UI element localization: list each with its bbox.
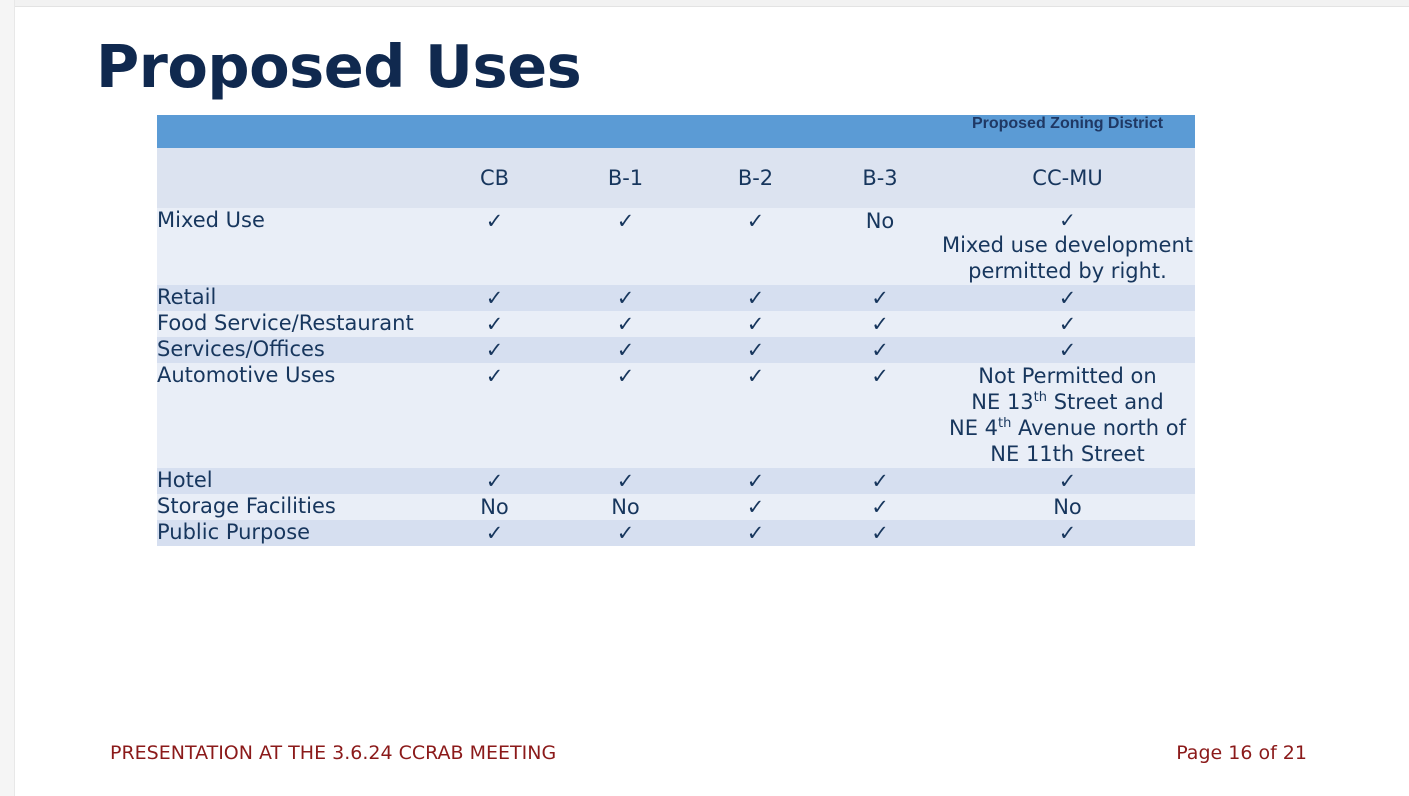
proposed-uses-table xyxy=(157,115,1195,546)
cell-b1: ✓ xyxy=(560,311,691,337)
cell-ccmu xyxy=(940,363,1195,468)
cell-b2: ✓ xyxy=(691,520,820,546)
check-icon: ✓ xyxy=(1059,208,1076,232)
cell-b2: ✓ xyxy=(691,285,820,311)
cell-b1: ✓ xyxy=(560,208,691,285)
cell-b2: ✓ xyxy=(691,311,820,337)
cell-cb: ✓ xyxy=(429,285,560,311)
table-row xyxy=(157,468,1195,494)
cell-b2: ✓ xyxy=(691,337,820,363)
table-row xyxy=(157,520,1195,546)
cell-b2: ✓ xyxy=(691,363,820,468)
header-b2: B-2 xyxy=(691,148,820,208)
cell-ccmu: ✓ xyxy=(940,311,1195,337)
cell-ccmu: ✓ xyxy=(940,468,1195,494)
table-row xyxy=(157,311,1195,337)
header-b1: B-1 xyxy=(560,148,691,208)
row-label: Public Purpose xyxy=(157,520,429,546)
cell-cb: ✓ xyxy=(429,208,560,285)
row-label: Storage Facilities xyxy=(157,494,429,520)
row-label: Mixed Use xyxy=(157,208,429,285)
cell-b2: ✓ xyxy=(691,208,820,285)
header-ccmu: CC-MU xyxy=(940,148,1195,208)
row-label: Services/Offices xyxy=(157,337,429,363)
cell-b3: ✓ xyxy=(820,494,940,520)
row-label: Retail xyxy=(157,285,429,311)
cell-ccmu: No xyxy=(940,494,1195,520)
cell-ccmu-note: Not Permitted on NE 13th Street and NE 4th Avenue north of NE 11th Street xyxy=(949,363,1186,467)
cell-ccmu: ✓ xyxy=(940,520,1195,546)
cell-b2: ✓ xyxy=(691,468,820,494)
footer-presentation-note: PRESENTATION AT THE 3.6.24 CCRAB MEETING xyxy=(110,742,557,764)
cell-ccmu-note: Mixed use development permitted by right. xyxy=(941,233,1194,284)
window-left-edge xyxy=(0,0,15,796)
cell-ccmu: ✓ xyxy=(940,337,1195,363)
table-row xyxy=(157,208,1195,285)
cell-b3: ✓ xyxy=(820,520,940,546)
cell-b1: ✓ xyxy=(560,337,691,363)
cell-b3: ✓ xyxy=(820,337,940,363)
header-blank xyxy=(157,148,429,208)
cell-b1: No xyxy=(560,494,691,520)
footer-page-number: Page 16 of 21 xyxy=(1176,742,1307,764)
table-row xyxy=(157,337,1195,363)
cell-b3: ✓ xyxy=(820,285,940,311)
banner-proposed-zoning-district: Proposed Zoning District xyxy=(940,115,1195,148)
header-b3: B-3 xyxy=(820,148,940,208)
table-row xyxy=(157,363,1195,468)
table-row xyxy=(157,494,1195,520)
cell-b3: No xyxy=(820,208,940,285)
row-label: Automotive Uses xyxy=(157,363,429,468)
page-title: Proposed Uses xyxy=(96,32,582,101)
table-banner-row xyxy=(157,115,1195,148)
cell-b2: ✓ xyxy=(691,494,820,520)
header-cb: CB xyxy=(429,148,560,208)
cell-ccmu: ✓ xyxy=(940,285,1195,311)
cell-b1: ✓ xyxy=(560,285,691,311)
window-top-edge xyxy=(0,0,1409,7)
cell-b3: ✓ xyxy=(820,363,940,468)
table-row xyxy=(157,285,1195,311)
cell-cb: ✓ xyxy=(429,337,560,363)
cell-b1: ✓ xyxy=(560,363,691,468)
row-label: Food Service/Restaurant xyxy=(157,311,429,337)
row-label: Hotel xyxy=(157,468,429,494)
cell-cb: ✓ xyxy=(429,363,560,468)
cell-b1: ✓ xyxy=(560,468,691,494)
cell-cb: ✓ xyxy=(429,520,560,546)
cell-b3: ✓ xyxy=(820,468,940,494)
cell-cb: ✓ xyxy=(429,311,560,337)
banner-blank-cell xyxy=(157,115,940,148)
cell-b3: ✓ xyxy=(820,311,940,337)
cell-cb: No xyxy=(429,494,560,520)
cell-ccmu xyxy=(940,208,1195,285)
table-header-row xyxy=(157,148,1195,208)
cell-b1: ✓ xyxy=(560,520,691,546)
cell-cb: ✓ xyxy=(429,468,560,494)
